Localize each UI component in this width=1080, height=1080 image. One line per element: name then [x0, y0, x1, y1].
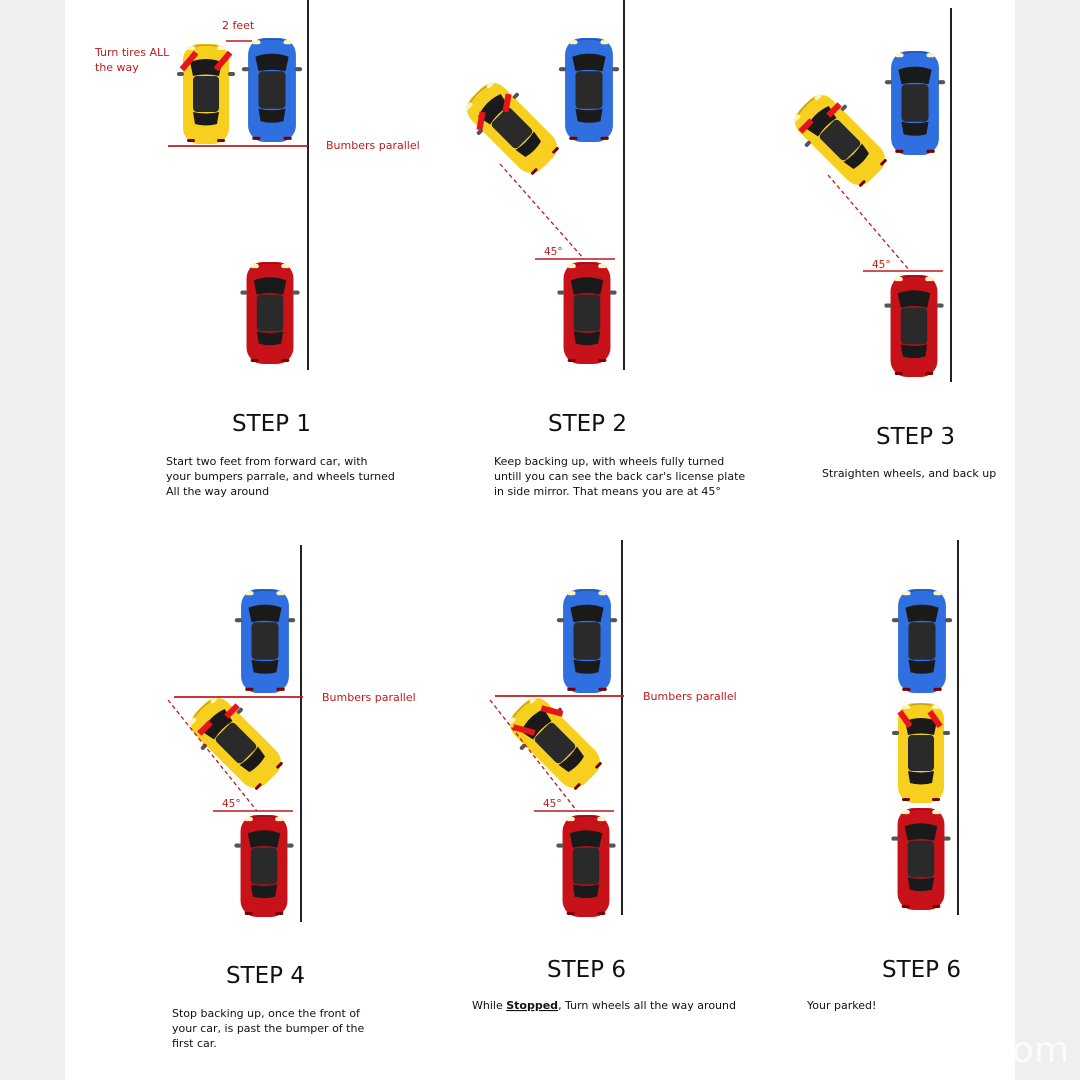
angle-label-step-2: 45°: [544, 246, 563, 258]
step-2-caption-line-1: Keep backing up, with wheels fully turned: [494, 455, 725, 468]
blue-car-step-1: [242, 38, 302, 142]
step-5-caption: [472, 999, 736, 1012]
blue-car-step-5: [557, 589, 617, 693]
red-car-step-5: [556, 815, 615, 917]
step-4-title: STEP 4: [226, 963, 305, 989]
blue-car-step-2: [559, 38, 619, 142]
caption-text: , Turn wheels all the way around: [558, 999, 736, 1012]
step-3-title: STEP 3: [876, 424, 955, 450]
step-1-caption-line-1: Start two feet from forward car, with: [166, 455, 368, 468]
step-4-caption-line-2: your car, is past the bumper of the: [172, 1022, 365, 1035]
yellow-car-step-3: [784, 84, 896, 196]
step-1-caption-line-2: your bumpers parrale, and wheels turned: [166, 470, 395, 483]
red-car-step-4: [234, 815, 293, 917]
step-4-caption-line-3: first car.: [172, 1037, 217, 1050]
angle-guide-step-2: [500, 164, 584, 259]
red-car-step-1: [240, 262, 299, 364]
step-1-caption-line-3: All the way around: [166, 485, 270, 498]
red-car-step-6: [891, 808, 950, 910]
watermark-text: om: [1012, 1030, 1070, 1071]
blue-car-step-6: [892, 589, 952, 693]
blue-car-step-3: [885, 51, 945, 155]
bumpers-parallel-label-step-4: Bumbers parallel: [322, 691, 416, 704]
step-2-title: STEP 2: [548, 411, 627, 437]
turn-tires-note-line-1: Turn tires ALL: [95, 46, 170, 59]
bumpers-parallel-label-step-5: Bumbers parallel: [643, 690, 737, 703]
yellow-car-step-5: [499, 687, 611, 799]
caption-text: While: [472, 999, 507, 1012]
step-2-caption-line-3: in side mirror. That means you are at 45°: [494, 485, 721, 498]
angle-label-step-4: 45°: [222, 798, 241, 810]
bumpers-parallel-label-step-1: Bumbers parallel: [326, 139, 420, 152]
angle-guide-step-3: [828, 175, 910, 271]
red-car-step-3: [884, 275, 943, 377]
angle-label-step-5: 45°: [543, 798, 562, 810]
two-feet-label: 2 feet: [222, 19, 255, 32]
step-5-title: STEP 6: [547, 957, 626, 983]
yellow-car-step-2: [456, 72, 568, 184]
red-car-step-2: [557, 262, 616, 364]
step-1-title: STEP 1: [232, 411, 311, 437]
step-3-caption-line-1: Straighten wheels, and back up: [822, 467, 997, 480]
step-6-title: STEP 6: [882, 957, 961, 983]
angle-label-step-3: 45°: [872, 259, 891, 271]
caption-emphasis: Stopped: [506, 999, 559, 1012]
turn-tires-note-line-2: the way: [95, 61, 139, 74]
step-6-caption-line-1: Your parked!: [807, 999, 877, 1012]
step-4-caption-line-1: Stop backing up, once the front of: [172, 1007, 360, 1020]
blue-car-step-4: [235, 589, 295, 693]
step-2-caption-line-2: untill you can see the back car's license plate: [494, 470, 746, 483]
